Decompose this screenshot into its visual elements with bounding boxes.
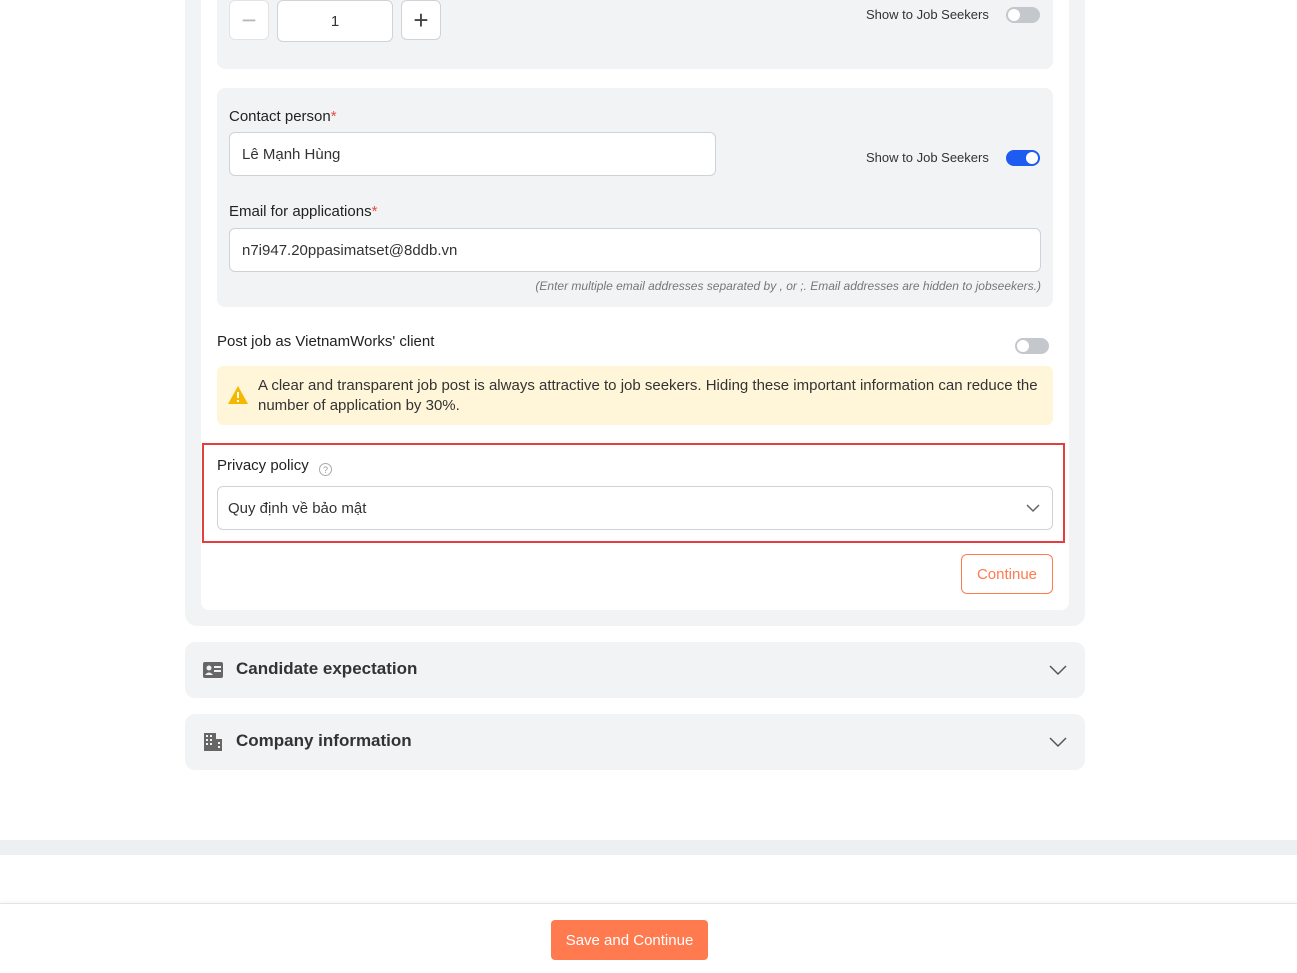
building-icon: [202, 732, 224, 752]
decrease-quantity-button[interactable]: −: [229, 0, 269, 40]
divider-strip: [0, 840, 1297, 855]
quantity-show-label: Show to Job Seekers: [866, 7, 989, 22]
candidate-expectation-title: Candidate expectation: [236, 659, 418, 678]
save-and-continue-button[interactable]: Save and Continue: [551, 920, 708, 960]
candidate-expectation-section[interactable]: [185, 642, 1085, 698]
email-hint: (Enter multiple email addresses separated by , or ;. Email addresses are hidden to jobseekers.): [535, 279, 1041, 293]
contact-person-input[interactable]: Lê Mạnh Hùng: [229, 132, 716, 176]
contact-section: [217, 88, 1053, 307]
privacy-policy-selected: Quy định về bảo mật: [228, 499, 367, 517]
email-label-text: Email for applications: [229, 203, 372, 220]
contact-person-label: [229, 108, 337, 125]
warning-icon: [227, 385, 249, 405]
contact-show-label: Show to Job Seekers: [866, 150, 989, 165]
company-information-section[interactable]: [185, 714, 1085, 770]
contact-person-label-text: Contact person: [229, 108, 331, 125]
quantity-input[interactable]: 1: [277, 0, 393, 42]
chevron-down-icon: [1049, 665, 1067, 676]
privacy-policy-label: Privacy policy: [217, 457, 309, 474]
chevron-down-icon: [1049, 737, 1067, 748]
required-mark: *: [330, 108, 337, 125]
help-icon[interactable]: ?: [319, 463, 332, 476]
client-post-toggle[interactable]: [1015, 338, 1049, 354]
required-mark: *: [371, 203, 378, 220]
id-card-icon: [202, 660, 224, 680]
toggle-knob: [1017, 340, 1029, 352]
chevron-down-icon: [1026, 503, 1040, 513]
quantity-show-toggle[interactable]: [1006, 7, 1040, 23]
increase-quantity-button[interactable]: +: [401, 0, 441, 40]
email-input[interactable]: n7i947.20ppasimatset@8ddb.vn: [229, 228, 1041, 272]
client-post-label: Post job as VietnamWorks' client: [217, 333, 435, 350]
email-label: [229, 203, 377, 220]
warning-text: A clear and transparent job post is always attractive to job seekers. Hiding these important information can reduce the number of application by 30%.: [258, 377, 1038, 414]
continue-button[interactable]: Continue: [961, 554, 1053, 594]
company-information-title: Company information: [236, 731, 412, 750]
privacy-policy-select[interactable]: [217, 486, 1053, 530]
toggle-knob: [1026, 152, 1038, 164]
warning-banner: [217, 366, 1053, 425]
contact-show-toggle[interactable]: [1006, 150, 1040, 166]
toggle-knob: [1008, 9, 1020, 21]
